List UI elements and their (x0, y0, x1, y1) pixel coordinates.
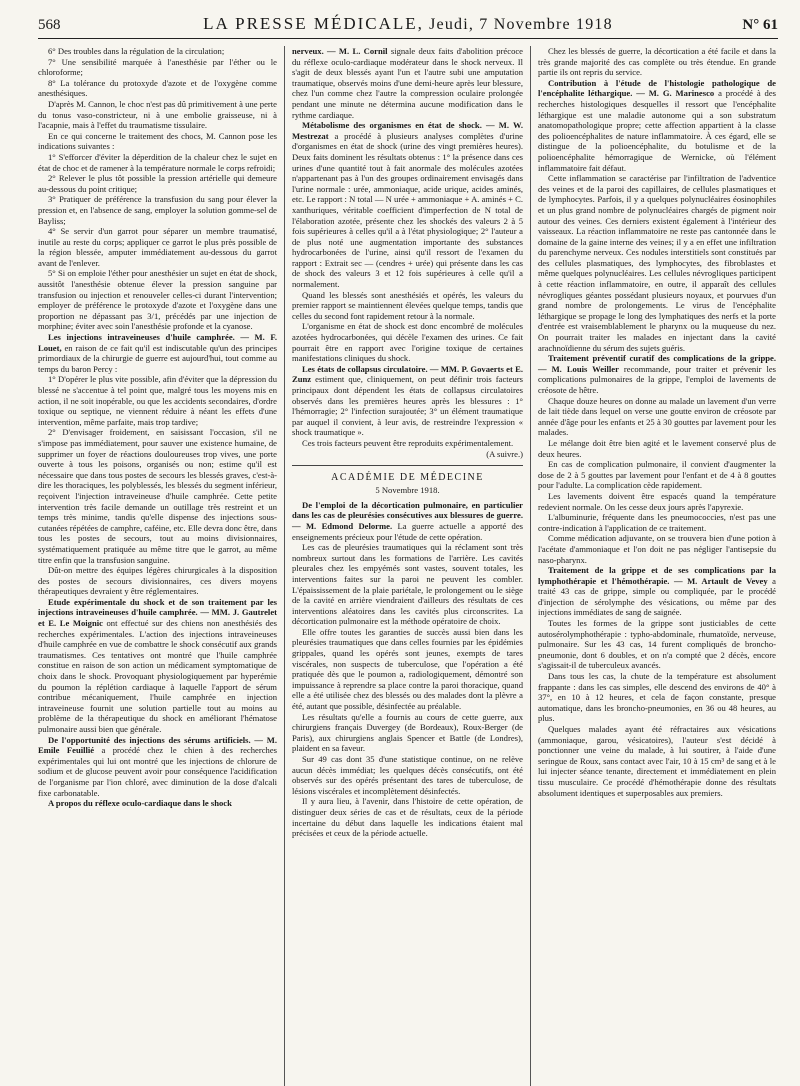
section-title: A propos du réflexe oculo-cardiaque dans le shock (48, 798, 232, 809)
paragraph: Les résultats qu'elle a fournis au cours de cette guerre, aux chirurgiens français Duvergey (de Bordeaux), Roux-Berger (de Paris), aux chirurgiens anglais Spencer et Battle (de Londres), plaident en sa faveur. (292, 711, 523, 754)
academie-heading: ACADÉMIE DE MÉDECINE (292, 465, 523, 483)
paragraph: Quand les blessés sont anesthésiés et opérés, les valeurs du premier rapport se maintiennent élevées quelque temps, tandis que celles du second font rapidement retour à la normale. (292, 289, 523, 321)
paragraph: En cas de complication pulmonaire, il convient d'augmenter la dose de 2 à 5 gouttes par lavement pour l'enfant et de 4 à 8 gouttes pour l'adulte. La complication cède rapidement. (538, 459, 776, 491)
section-body: a procédé à des recherches histologiques desquelles il ressort que l'encéphalite léthargique est une maladie autonome qui a son substratum anatomopathologique propre; cette affection appartient à la classe des polioencéphalites de nature inflammatoire. À ces égard, elle se distingue de la polioencéphalite, du botulisme et de la polioencéphalite hémorragique de Wernicke, où l'élément inflammatoire fait défaut. (538, 88, 776, 173)
paragraph: Les cas de pleurésies traumatiques qui la réclament sont très nombreux surtout dans les formations de l'arrière. Les cavités pleurales chez les empyémés sont vastes, souvent totales, les interventions faites sur la paroi ne peuvent les combler. L'épaississement de la plaie pariétale, le prolongement ou le siège de la cavité en arrière viendraient d'ailleurs des résultats de ces interventions aléatoires dans les cavités plus circonscrites. La décortication pulmonaire est la méthode opératoire de choix. (292, 542, 523, 627)
section-body: a traité 43 cas de grippe, simple ou compliquée, par le procédé d'injection de sérolymphe des vésications, ou même par des injections immédiates de sang de saignée. (538, 575, 776, 618)
section-decortication (292, 500, 523, 542)
column-2 (284, 46, 530, 1086)
paragraph: 1° D'opérer le plus vite possible, afin d'éviter que la dépression du blessé ne s'accentue à tel point que, malgré tous les moyens mis en action, il ne soit inopérable, ou que les accidents secondaires, d'ordre toxique ou septique, ne viennent réduire à néant les effets d'une intervention, même parfaite, mais trop tardive; (38, 374, 277, 427)
section-title: Les états de collapsus circulatoire. — MM. P. Govaerts et E. Zunz (292, 363, 523, 385)
paragraph: 8° La tolérance du protoxyde d'azote et de l'oxygène comme anesthésiques. (38, 77, 277, 99)
journal-title: LA PRESSE MÉDICALE, (203, 14, 424, 33)
paragraph: 2° D'envisager froidement, en saisissant l'occasion, s'il ne s'impose pas immédiatement, pour sauver une existence humaine, de supprimer un foyer de réactions douloureuses trop vives, une porte ouverte à tous les poisons, organisés ou non; estime qu'il est nécessaire que dans tous postes de secours les blessés graves, c'est-à-dire les thoraciques, les polyblessés, les blessés du segment inférieur, reçoivent l'injection intraveineuse d'huile camphrée. Cette petite intervention très facile demande un outillage très restreint et un temps très minime, tandis qu'elle dispense des injections sous-cutanées répétées de camphre, caféine, etc. Elle devra donc être, dans tous les postes de secours, tout au moins divisionnaires, systématiquement pratiquée au même titre que le garrot, au même titre enfin que la transfusion sanguine. (38, 427, 277, 565)
section-body: en raison de ce fait qu'il est indiscutable qu'un des principes primordiaux de la chirurgie de guerre est aujourd'hui, tout comme au temps du baron Percy : (38, 342, 277, 374)
section-body: a procédé chez le chien à des recherches expérimentales qui lui ont montré que les injections de chlorure de sodium et de glucose peuvent avoir pour conséquence l'acidification de l'organisme par l'ion chloré, avec diminution de la dose d'alcali fixe carbonatable. (38, 745, 277, 798)
section-metabolisme (292, 120, 523, 290)
paragraph: Chaque douze heures on donne au malade un lavement d'un verre de lait tiède dans lequel on verse une goutte environ de créosote par année d'âge pour les enfants et 25 à 30 gouttes par lavement pour les malades. (538, 395, 776, 438)
paragraph: 7° Une sensibilité marquée à l'anesthésie par l'éther ou le chloroforme; (38, 56, 277, 78)
column-1 (38, 46, 284, 1086)
section-title: De l'opportunité des injections des sérums artificiels. — M. Emile Feuillié (38, 734, 277, 756)
section-etude-shock (38, 597, 277, 735)
section-reflexe-cont (292, 46, 523, 120)
page-number: 568 (38, 17, 61, 33)
paragraph: L'organisme en état de shock est donc encombré de molécules azotées hydrocarbonées, qui décèle l'examen des urines. Ce fait pourrait être en rapport avec l'origine toxique de certaines manifestations cliniques du shock. (292, 321, 523, 364)
paragraph: En ce qui concerne le traitement des chocs, M. Cannon pose les indications suivantes : (38, 130, 277, 152)
to-be-continued: (A suivre.) (486, 448, 523, 459)
paragraph: L'albuminurie, fréquente dans les pneumococcies, n'est pas une contre-indication à l'application de ce traitement. (538, 512, 776, 533)
paragraph: 6° Des troubles dans la régulation de la circulation; (48, 46, 225, 56)
section-body: a procédé à plusieurs analyses complètes d'urine d'organismes en état de shock (urine des vingt premières heures). Deux faits dominent les résultats obtenus : 1° la présence dans ces urines d'une quantité tout à fait anormale des molécules azotées n'appartenant pas à l'un des groupes ordinairement envisagés dans l'urine normale : urée, ammoniaque, acide urique, acides aminés, etc. Le rapport : N total — N urée + ammoniaque + A. aminés + C. xanthuriques, véritable coefficient d'imperfection de N total de l'élaboration azotée, présente chez les shockés des valeurs 2 à 5 fois supérieures à celles qu'il a à l'état physiologique; 2° l'auteur a de plus noté une augmentation importante des substances hydrocarbonées de l'urine, ainsi qu'il ressort de l'examen du rapport : Extrait sec — (cendres + urée) qui présente dans les cas de shock des valeurs 3 et 12 fois supérieures à celle qu'il a normalement. (292, 130, 523, 290)
section-body: La guerre actuelle a apporté des enseignements précieux pour l'étude de cette opération. (292, 520, 523, 542)
paragraph: Dût-on mettre des équipes légères chirurgicales à la disposition des postes de secours divisionnaires, ces divers moyens thérapeutiques devraient y être réglementaires. (38, 565, 277, 597)
column-3 (530, 46, 776, 1086)
paragraph: Les lavements doivent être espacés quand la température redevient normale. On les cesse deux jours après l'apyrexie. (538, 490, 776, 512)
section-encephalite (538, 78, 776, 173)
paragraph: 3° Pratiquer de préférence la transfusion du sang pour élever la pression et, en l'absence de sang, employer la solution gomme-sel de Bayliss; (38, 194, 277, 226)
paragraph: 4° Se servir d'un garrot pour séparer un membre traumatisé, inutile au reste du corps; appliquer ce garrot le plus près possible de la région blessée, amputer immédiatement au-dessous du garrot avant de l'enlever. (38, 226, 277, 268)
section-serums (38, 735, 277, 799)
paragraph: Comme médication adjuvante, on se trouvera bien d'une potion à l'acétate d'ammoniaque et l'on doit ne pas négliger l'antisepsie du naso-pharynx. (538, 533, 776, 565)
section-title: Les injections intraveineuses d'huile camphrée. — M. F. Louet, (38, 332, 277, 353)
paragraph: Chez les blessés de guerre, la décortication a été facile et dans la très grande majorité des cas complète ou très étendue. En grande partie ils ont repris du service. (538, 46, 776, 78)
section-body: estiment que, cliniquement, on peut définir trois facteurs principaux dont dépendent les états de collapsus circulatoires observés dans les premières heures après les blessures : 1° l'hémorragie; 2° l'infection surajoutée; 3° un élément traumatique par auquel il convient, à leur avis, de restreindre l'expression « shock traumatique ». (292, 374, 523, 438)
section-reflexe (38, 798, 277, 809)
section-lymphotherapie (538, 565, 776, 618)
paragraph: 1° S'efforcer d'éviter la déperdition de la chaleur chez le sujet en état de choc et de ramener à la température normale le corps refroidi; (38, 151, 277, 173)
section-title: Contribution à l'étude de l'histologie pathologique de l'encéphalite léthargique. — M. G. Marinesco (538, 77, 776, 99)
paragraph: Cette inflammation se caractérise par l'infiltration de l'adventice des veines et de la paroi des capillaires, de cellules plasmatiques et de lymphocytes. Parfois, il y a quelques polynucléaires éosinophiles et un plus grand nombre de polynucléaires chargés de pigment noir autour des veines. Ces derniers existent également à l'intérieur des vaisseaux. La réaction inflammatoire ne reste pas cantonnée dans le domaine de la gaine interne des veines; il y a en effet une infiltration du parenchyme nerveux. Ces nodules interstitiels sont constitués par des cellules plasmatiques, des lymphocytes, des fibroblastes et même quelques polynucléaires. Les cellules névrogliques participent à cette réaction inflammatoire, en outre, il apparaît des cellules névrogliques géantes possédant plusieurs noyaux, et pourvues d'un grand nombre de prolongements. Le virus de l'encéphalite léthargique se propage le long des lymphatiques des nerfs et la porte d'entrée est vraisemblablement le pharynx ou la muqueuse du nez. On pourrait traiter les malades en injectant dans la cavité arachnoïdienne du sérum des sujets guéris. (538, 173, 776, 353)
section-title: nerveux. — M. L. Cornil (292, 46, 388, 56)
paragraph: Ces trois facteurs peuvent être reproduits expérimentalement. (302, 437, 514, 448)
paragraph: Il y aura lieu, à l'avenir, dans l'histoire de cette opération, de distinguer deux séries de cas et de résultats, ceux de la période incertaine du début dans laquelle les indications étaient mal précisées et ceux de la période actuelle. (292, 796, 523, 839)
issue-date: Jeudi, 7 Novembre 1918 (429, 16, 613, 33)
paragraph: Elle offre toutes les garanties de succès aussi bien dans les pleurésies traumatiques que dans celles fournies par les épidémies grippales, quand les opérés sont jeunes, exempts de tares viscérales, non suspects de tuberculose, que l'opération a été pratiquée dès que le poumon a, radiologiquement, démontré son impuissance à reprendre sa place contre la paroi thoracique, quand elle a été utilisée chez des blessés ou des malades dont la plèvre a été, autant que possible, désinfectée au préalable. (292, 626, 523, 712)
section-title: Traitement préventif curatif des complications de la grippe. — M. Louis Weiller (538, 353, 776, 374)
section-injections-huile (38, 332, 277, 374)
section-title: Métabolisme des organismes en état de shock. — M. W. Mestrezat (292, 120, 523, 141)
paragraph: D'après M. Cannon, le choc n'est pas dû primitivement à une perte du tonus vaso-constricteur, ni à une embolie graisseuse, ni à l'acapnie, mais à l'effet du traumatisme tissulaire. (38, 98, 277, 131)
text-columns (38, 46, 778, 1086)
paragraph: Toutes les formes de la grippe sont justiciables de cette autosérolymphothérapie : typho-abdominale, rhumatoïde, nerveuse, pulmonaire. Sur les 43 cas, 14 furent compliqués de broncho-pneumonie, dont 6 doubles, et on n'a compté que 2 décès, encore s'agissait-il de tuberculeux avancés. (538, 618, 776, 671)
paragraph: Le mélange doit être bien agité et le lavement conservé plus de deux heures. (538, 437, 776, 459)
section-title: Traitement de la grippe et de ses complications par la lymphothérapie et l'hémothérapie. — M. Artault de Vevey (538, 565, 776, 586)
section-body: ont effectué sur des chiens non anesthésiés des recherches expérimentales. L'action des injections intraveineuses d'huile camphrée en vue de combattre le shock consécutif aux grands traumatismes. Ces tentatives ont montré que l'huile camphrée constitue en raison de son action un médicament symptomatique de choix dans le shock. Provoquant physiologiquement par hyperémie du poumon la réplétion cardiaque à laquelle l'apport de sérum contribue mécaniquement, l'huile camphrée en injection intraveineuse fournit une solution partielle tout au moins au problème de la thérapeutique du shock en améliorant l'hématose pulmonaire aussi bien que générale. (38, 618, 277, 734)
paragraph: 5° Si on emploie l'éther pour anesthésier un sujet en état de shock, aussitôt l'anesthésie obtenue élever la pression sanguine par transfusion ou injection et renouveler celles-ci durant l'intervention; employer de préférence le protoxyde d'azote et l'oxygène dans une proportion ne dépassant pas 3/1, précédés par une injection de morphine; éviter avec soin l'anesthésie profonde et la cyanose. (38, 268, 277, 332)
section-title: De l'emploi de la décortication pulmonaire, en particulier dans les cas de pleurésies consécutives aux blessures de guerre. — M. Edmond Delorme. (292, 499, 523, 531)
section-grippe-preventif (538, 353, 776, 395)
academie-date: 5 Novembre 1918. (375, 485, 440, 496)
section-body: signale deux faits d'abolition précoce du réflexe oculo-cardiaque modérateur dans le shock nerveux. Il s'agit de deux blessés ayant l'un et l'autre subi une amputation traumatique, observés moins d'une demi-heure après leur blessure, chez l'un comme chez l'autre la compression oculaire prolongée pendant une minute ne détermina aucune modification dans le rythme cardiaque. (292, 46, 523, 120)
paragraph: 2° Relever le plus tôt possible la pression artérielle qui demeure au-dessous du point critique; (38, 173, 277, 194)
paragraph: Quelques malades ayant été réfractaires aux vésications (ammoniaque, garou, vésicatoires), l'auteur s'est décidé à ponctionner une veine du malade, à lui soutirer, à l'aide d'une seringue de Roux, sans contact avec l'air, 10 à 15 cm³ de sang et à le lui injecter séance tenante, directement et immédiatement en plein tissu musculaire. Ce procédé d'hémothérapie donne des résultats absolument identiques et superposables aux premiers. (538, 724, 776, 798)
paragraph: Dans tous les cas, la chute de la température est absolument frappante : dans les cas simples, elle descend des environs de 40° à 37°, en 10 à 12 heures, et cela de façon constante, presque automatique, dans les broncho-pneumonies, en 36 ou 48 heures, au plus. (538, 671, 776, 724)
masthead (98, 14, 718, 34)
issue-number: N° 61 (742, 17, 778, 33)
section-collapsus (292, 364, 523, 438)
paragraph: Sur 49 cas dont 35 d'une statistique continue, on ne relève aucun décès immédiat; les quelques décès consécutifs, ont été observés sur des opérés présentant des tares de tuberculose, de lésions viscérales et incomplètement désinfectés. (292, 754, 523, 796)
section-title: Etude expérimentale du shock et de son traitement par les injections intraveineuses d'huile camphrée. — MM. J. Gautrelet et E. Le Moignic (38, 596, 277, 629)
section-body: recommande, pour traiter et prévenir les complications pulmonaires de la grippe, l'emploi de lavements de créosote de hêtre. (538, 363, 776, 395)
page-header (38, 14, 778, 39)
